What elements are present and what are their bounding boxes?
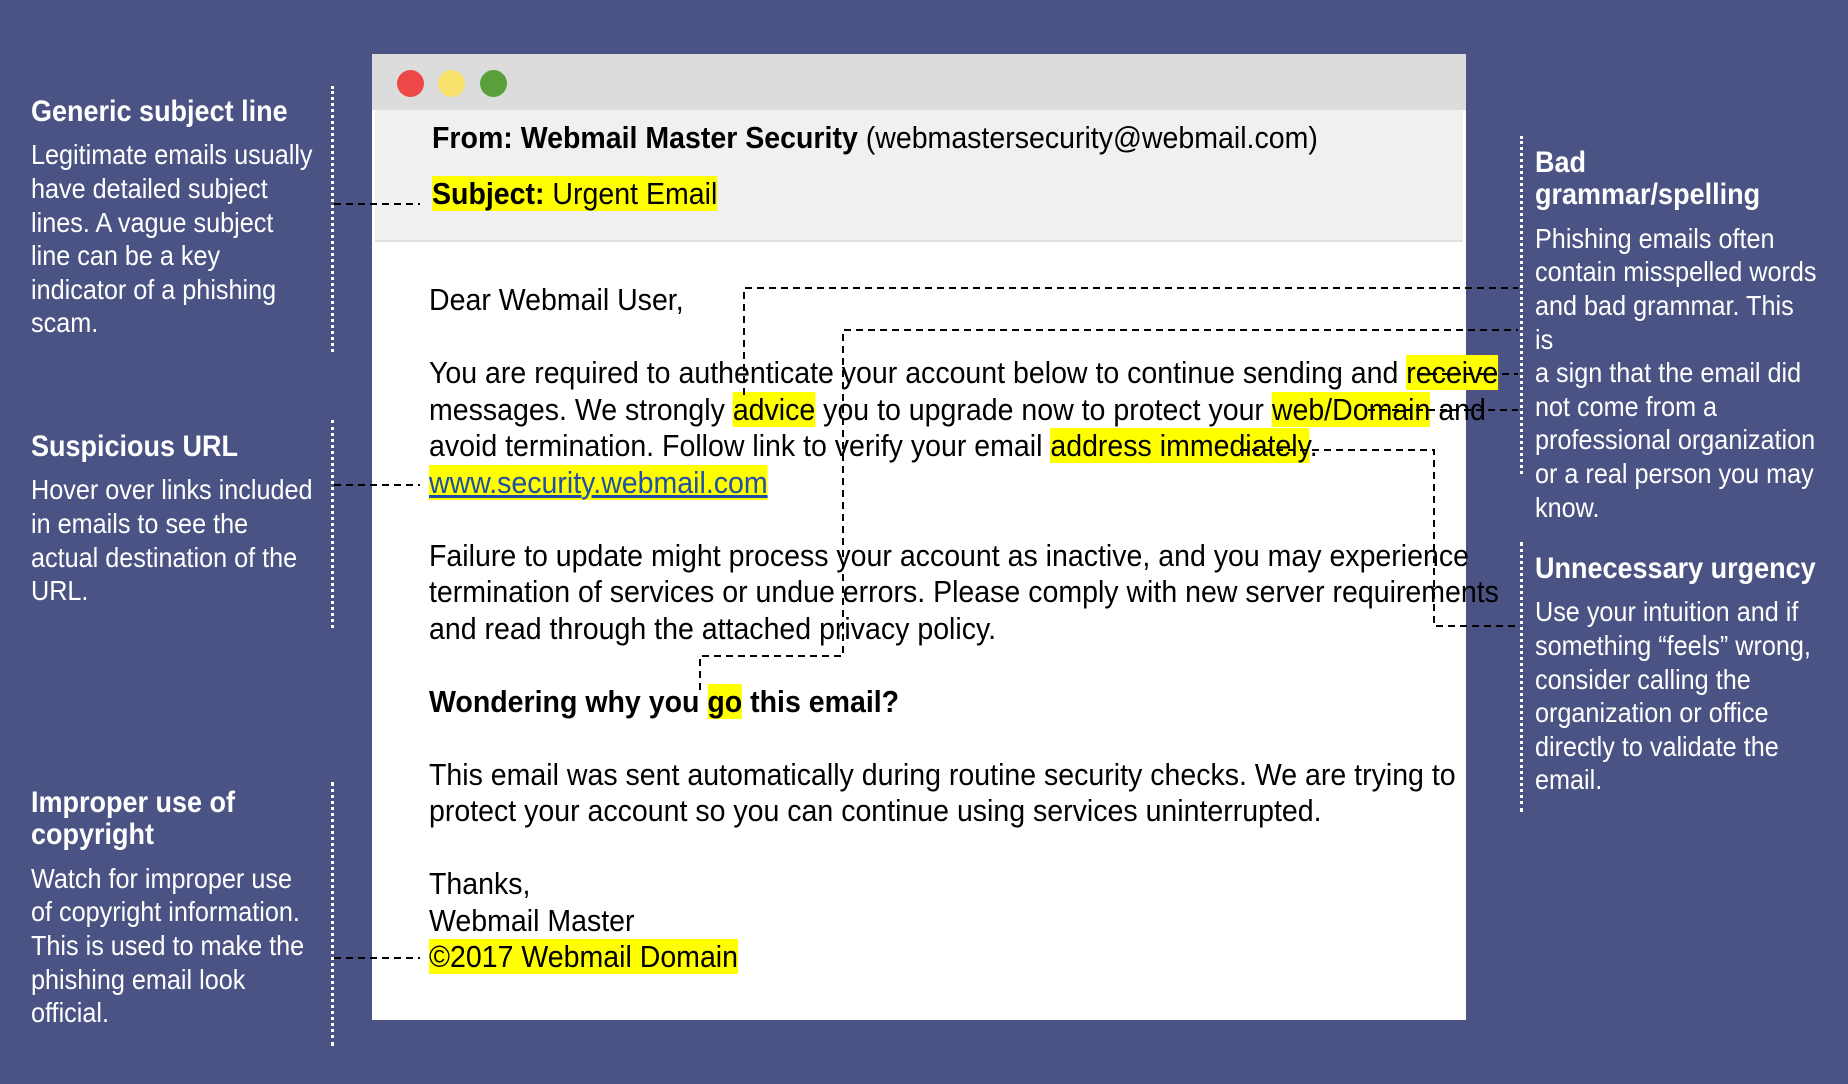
email-header: [375, 110, 1463, 242]
email-paragraph-4: This email was sent automatically during routine security checks. We are trying to protect your account so you can continue using services uninterrupted.: [429, 756, 1456, 828]
maximize-dot-icon[interactable]: [480, 70, 507, 97]
annotation-text: Watch for improper use of copyright information. This is used to make the phishing email look official.: [31, 862, 305, 1029]
window-titlebar: [372, 54, 1466, 110]
annotation-improper-copyright: [31, 787, 334, 1030]
highlight-copyright: ©2017 Webmail Domain: [429, 939, 739, 974]
highlight-go: go: [707, 683, 743, 719]
email-window: [372, 54, 1499, 1020]
from-address: (webmastersecurity@webmail.com): [857, 120, 1318, 155]
email-subject: [432, 176, 717, 212]
email-signoff: [429, 866, 1499, 976]
annotation-divider: [331, 420, 334, 628]
annotation-divider: [1520, 542, 1523, 812]
email-paragraph-2: Failure to update might process your account as inactive, and you may experience termination of services or undue errors. Please comply with new server requirements and read through the attached privacy policy.: [429, 537, 1499, 646]
annotation-divider: [331, 782, 334, 1046]
annotation-text: Use your intuition and if something “feels” wrong, consider calling the organization or office directly to validate the email.: [1535, 596, 1811, 796]
annotation-suspicious-url: [31, 431, 344, 608]
email-paragraph-3: Wondering why you go this email?: [429, 683, 900, 719]
highlight-web-domain: web/Domain: [1271, 391, 1431, 427]
annotation-title: Suspicious URL: [31, 430, 239, 463]
annotation-text: Legitimate emails usually have detailed subject lines. A vague subject line can be a key indicator of a phishing scam.: [31, 139, 313, 339]
annotation-title: Improper use of copyright: [31, 786, 236, 852]
signature: Webmail Master: [429, 902, 635, 938]
highlight-advice: advice: [732, 391, 816, 427]
email-from: [432, 120, 1318, 156]
close-dot-icon[interactable]: [397, 70, 424, 97]
annotation-divider: [331, 86, 334, 352]
minimize-dot-icon[interactable]: [438, 70, 465, 97]
subject-highlight: Subject: Urgent Email: [432, 176, 718, 211]
email-greeting: Dear Webmail User,: [429, 282, 684, 317]
annotation-unnecessary-urgency: [1535, 553, 1847, 797]
highlight-receive: receive: [1406, 355, 1499, 390]
annotation-text: Phishing emails often contain misspelled words and bad grammar. This is a sign that the email did not come from a professional organization or a real person you may know.: [1535, 222, 1817, 523]
suspicious-link[interactable]: www.security.webmail.com: [429, 464, 768, 500]
closing: Thanks,: [429, 866, 531, 901]
annotation-generic-subject: [31, 96, 344, 340]
annotation-title: Generic subject line: [31, 95, 288, 128]
annotation-title: Bad grammar/spelling: [1535, 146, 1761, 212]
annotation-bad-grammar: [1535, 147, 1848, 524]
highlight-address-immediately: address immediately: [1050, 428, 1310, 463]
from-sender: From: Webmail Master Security: [432, 120, 858, 155]
annotation-divider: [1520, 136, 1523, 474]
annotation-text: Hover over links included in emails to see the actual destination of the URL.: [31, 474, 313, 607]
annotation-title: Unnecessary urgency: [1535, 552, 1816, 585]
email-body: [429, 282, 1499, 976]
email-paragraph-1: You are required to authenticate your account below to continue sending and receive messages. We strongly advice you to upgrade now to protect your web/Domain and avoid termination. Follow link to verify your email address immediately. www.security.webmail.com: [429, 355, 1499, 500]
